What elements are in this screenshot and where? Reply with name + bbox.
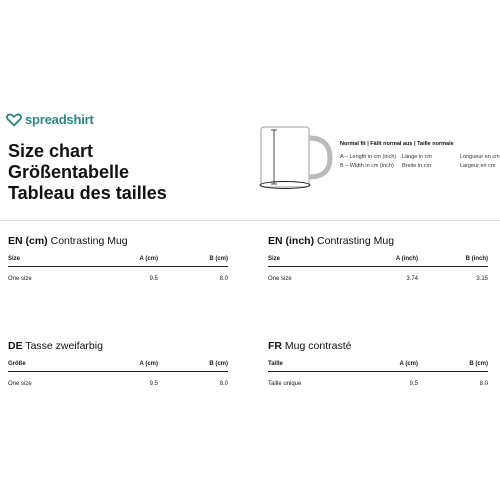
size-table: Size A (cm) B (cm) One size 9.5 8.0 xyxy=(8,253,228,285)
table-row: One size 9.5 8.0 xyxy=(8,381,228,387)
section-title: EN (cm) Contrasting Mug xyxy=(8,235,128,247)
divider xyxy=(0,220,500,221)
size-table: Size A (inch) B (inch) One size 3.74 3.15 xyxy=(268,253,488,285)
section-de xyxy=(8,340,228,390)
table-row: One size 3.74 3.15 xyxy=(268,276,488,282)
mug-diagram xyxy=(252,124,334,194)
size-table: Größe A (cm) B (cm) One size 9.5 8.0 xyxy=(8,358,228,390)
table-row: One size 9.5 8.0 xyxy=(8,276,228,282)
page-titles xyxy=(8,141,167,204)
title-en: Size chart xyxy=(8,141,94,161)
brand-name: spreadshirt xyxy=(25,112,94,127)
title-de: Größentabelle xyxy=(8,162,130,182)
legend-row-b: B – Width in cm (inch) Breite in cm Largeur en cm xyxy=(340,163,496,169)
heart-logo-icon xyxy=(6,113,22,127)
section-en-inch xyxy=(268,235,488,285)
measurement-legend xyxy=(340,141,500,171)
section-en-cm xyxy=(8,235,228,285)
table-row: Taille unique 9.5 8.0 xyxy=(268,381,488,387)
section-title: EN (inch) Contrasting Mug xyxy=(268,235,395,247)
section-title: DE Tasse zweifarbig xyxy=(8,340,103,352)
title-fr: Tableau des tailles xyxy=(8,183,167,203)
legend-header: Normal fit | Fällt normal aus | Taille normale xyxy=(340,141,454,147)
spreadshirt-logo xyxy=(6,112,94,127)
legend-row-a: A – Length in cm (inch) Länge in cm Longueur en cm xyxy=(340,154,500,160)
section-fr xyxy=(268,340,488,390)
size-table: Taille A (cm) B (cm) Taille unique 9.5 8.0 xyxy=(268,358,488,390)
section-title: FR Mug contrasté xyxy=(268,340,352,352)
